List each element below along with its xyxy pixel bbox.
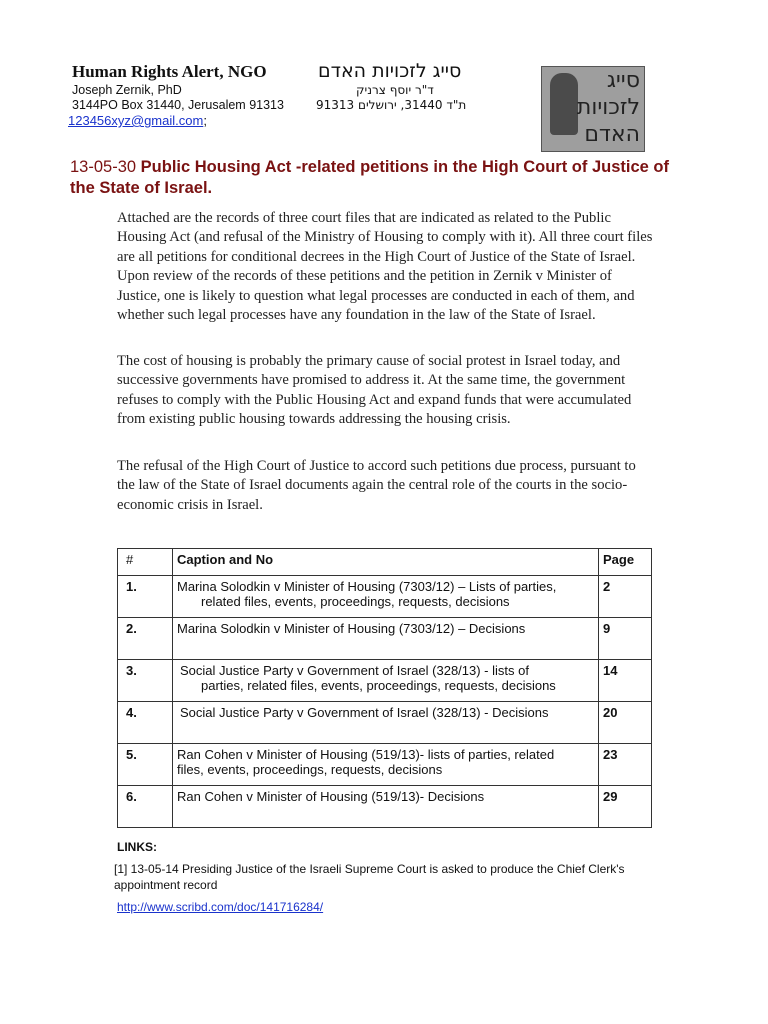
person-name-hebrew: ד"ר יוסף צרניק bbox=[356, 83, 434, 97]
row-number: 4. bbox=[118, 702, 173, 744]
caption-line: files, events, proceedings, requests, decisions bbox=[177, 762, 443, 777]
row-number: 1. bbox=[118, 576, 173, 618]
row-page: 20 bbox=[599, 702, 652, 744]
paragraph-1: Attached are the records of three court files that are indicated as related to the Public Housing Act (and refusal of the Ministry of Housing to comply with it). All three court files are all petitions for conditional decrees in the High Court of Justice of the State of Israel. Upon review of the records of these petitions and the petition in Zernik v Minister of Justice, one is likely to question what legal processes are conducted in each of them, and whether such legal processes have any foundation in the law of the State of Israel. bbox=[117, 210, 653, 324]
email-line bbox=[68, 113, 207, 128]
table-row bbox=[118, 744, 652, 786]
title-text: Public Housing Act -related petitions in the High Court of Justice of the State of Israel. bbox=[70, 158, 669, 197]
caption-line: Ran Cohen v Minister of Housing (519/13)- lists of parties, related bbox=[177, 747, 555, 762]
row-caption bbox=[173, 744, 599, 786]
logo-line: סייג bbox=[606, 68, 640, 93]
row-caption bbox=[173, 618, 599, 660]
caption-line: Marina Solodkin v Minister of Housing (7303/12) – Lists of parties, bbox=[177, 579, 557, 594]
caption-line: Social Justice Party v Government of Israel (328/13) - lists of bbox=[180, 663, 529, 678]
logo-figure-icon bbox=[550, 73, 578, 135]
caption-line: Ran Cohen v Minister of Housing (519/13)- Decisions bbox=[177, 789, 485, 804]
address-hebrew: ת"ד 31440, ירושלים 91313 bbox=[316, 98, 467, 112]
links-heading: LINKS: bbox=[117, 840, 157, 854]
table-row bbox=[118, 702, 652, 744]
row-page: 9 bbox=[599, 618, 652, 660]
table-row bbox=[118, 786, 652, 828]
caption-line: parties, related files, events, proceedings, requests, decisions bbox=[201, 678, 556, 693]
org-name: Human Rights Alert, NGO bbox=[72, 62, 267, 81]
org-name-hebrew: סייג לזכויות האדם bbox=[318, 60, 462, 82]
document-title bbox=[70, 157, 670, 199]
table-header-row bbox=[118, 549, 652, 576]
logo-line: לזכויות bbox=[576, 95, 640, 120]
row-number: 5. bbox=[118, 744, 173, 786]
caption-line: Social Justice Party v Government of Israel (328/13) - Decisions bbox=[180, 705, 549, 720]
organization-logo bbox=[541, 66, 645, 152]
table-row bbox=[118, 660, 652, 702]
row-page: 2 bbox=[599, 576, 652, 618]
row-caption bbox=[173, 786, 599, 828]
table-row bbox=[118, 618, 652, 660]
link-description: [1] 13-05-14 Presiding Justice of the Israeli Supreme Court is asked to produce the Chief Clerk's appointment record bbox=[114, 862, 625, 892]
logo-text bbox=[577, 67, 640, 148]
email-suffix: ; bbox=[203, 113, 207, 128]
logo-line: האדם bbox=[584, 122, 640, 147]
row-number: 6. bbox=[118, 786, 173, 828]
row-caption bbox=[173, 702, 599, 744]
header-number: # bbox=[118, 549, 173, 576]
row-caption bbox=[173, 576, 599, 618]
table-row bbox=[118, 576, 652, 618]
caption-line: Marina Solodkin v Minister of Housing (7303/12) – Decisions bbox=[177, 621, 526, 636]
header-caption: Caption and No bbox=[173, 549, 599, 576]
row-number: 2. bbox=[118, 618, 173, 660]
paragraph-2: The cost of housing is probably the primary cause of social protest in Israel today, and successive governments have promised to address it. At the same time, the government refuses to comply with the Public Housing Act and expand funds that were accumulated from existing public housing towards addressing the housing crisis. bbox=[117, 353, 632, 428]
header-page: Page bbox=[599, 549, 652, 576]
email-link[interactable]: 123456xyz@gmail.com bbox=[68, 113, 204, 128]
scribd-link[interactable]: http://www.scribd.com/doc/141716284/ bbox=[117, 900, 324, 914]
paragraph-3: The refusal of the High Court of Justice to accord such petitions due process, pursuant to the law of the State of Israel documents again the central role of the courts in the socio-economic crisis in Israel. bbox=[117, 458, 636, 513]
title-date: 13-05-30 bbox=[70, 158, 137, 176]
row-caption bbox=[173, 660, 599, 702]
contents-table bbox=[117, 548, 652, 828]
row-page: 23 bbox=[599, 744, 652, 786]
person-name: Joseph Zernik, PhD bbox=[72, 83, 182, 97]
row-page: 14 bbox=[599, 660, 652, 702]
caption-line: related files, events, proceedings, requests, decisions bbox=[201, 594, 510, 609]
row-page: 29 bbox=[599, 786, 652, 828]
row-number: 3. bbox=[118, 660, 173, 702]
address: 3144PO Box 31440, Jerusalem 91313 bbox=[72, 98, 284, 112]
